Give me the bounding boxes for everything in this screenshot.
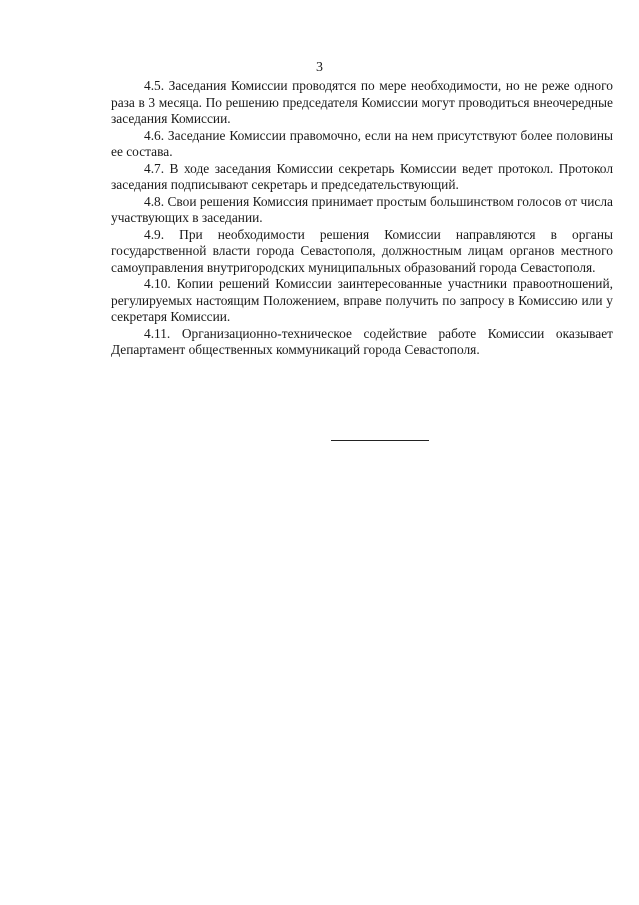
- paragraph-4-7: 4.7. В ходе заседания Комиссии секретарь Комиссии ведет протокол. Протокол заседания подписывают секретарь и председательствующий.: [111, 160, 613, 192]
- paragraph-4-9: 4.9. При необходимости решения Комиссии направляются в органы государственной власти города Севастополя, должностным лицам органов местного самоуправления внутригородских муниципальных образований города Севастополя.: [111, 226, 613, 275]
- paragraph-4-10: 4.10. Копии решений Комиссии заинтересованные участники правоотношений, регулируемых настоящим Положением, вправе получить по запросу в Комиссию или у секретаря Комиссии.: [111, 276, 613, 324]
- paragraph-4-6: 4.6. Заседание Комиссии правомочно, если на нем присутствуют более половины ее состава.: [111, 127, 613, 159]
- end-of-document-rule: [331, 440, 429, 441]
- paragraph-4-11: 4.11. Организационно-техническое содействие работе Комиссии оказывает Департамент общественных коммуникаций города Севастополя.: [111, 325, 613, 357]
- page-number: 3: [316, 60, 323, 75]
- paragraph-4-5: 4.5. Заседания Комиссии проводятся по мере необходимости, но не реже одного раза в 3 месяца. По решению председателя Комиссии могут проводиться внеочередные заседания Комиссии.: [111, 78, 613, 126]
- paragraph-4-8: 4.8. Свои решения Комиссия принимает простым большинством голосов от числа участвующих в заседании.: [111, 193, 613, 225]
- document-body: [111, 78, 613, 359]
